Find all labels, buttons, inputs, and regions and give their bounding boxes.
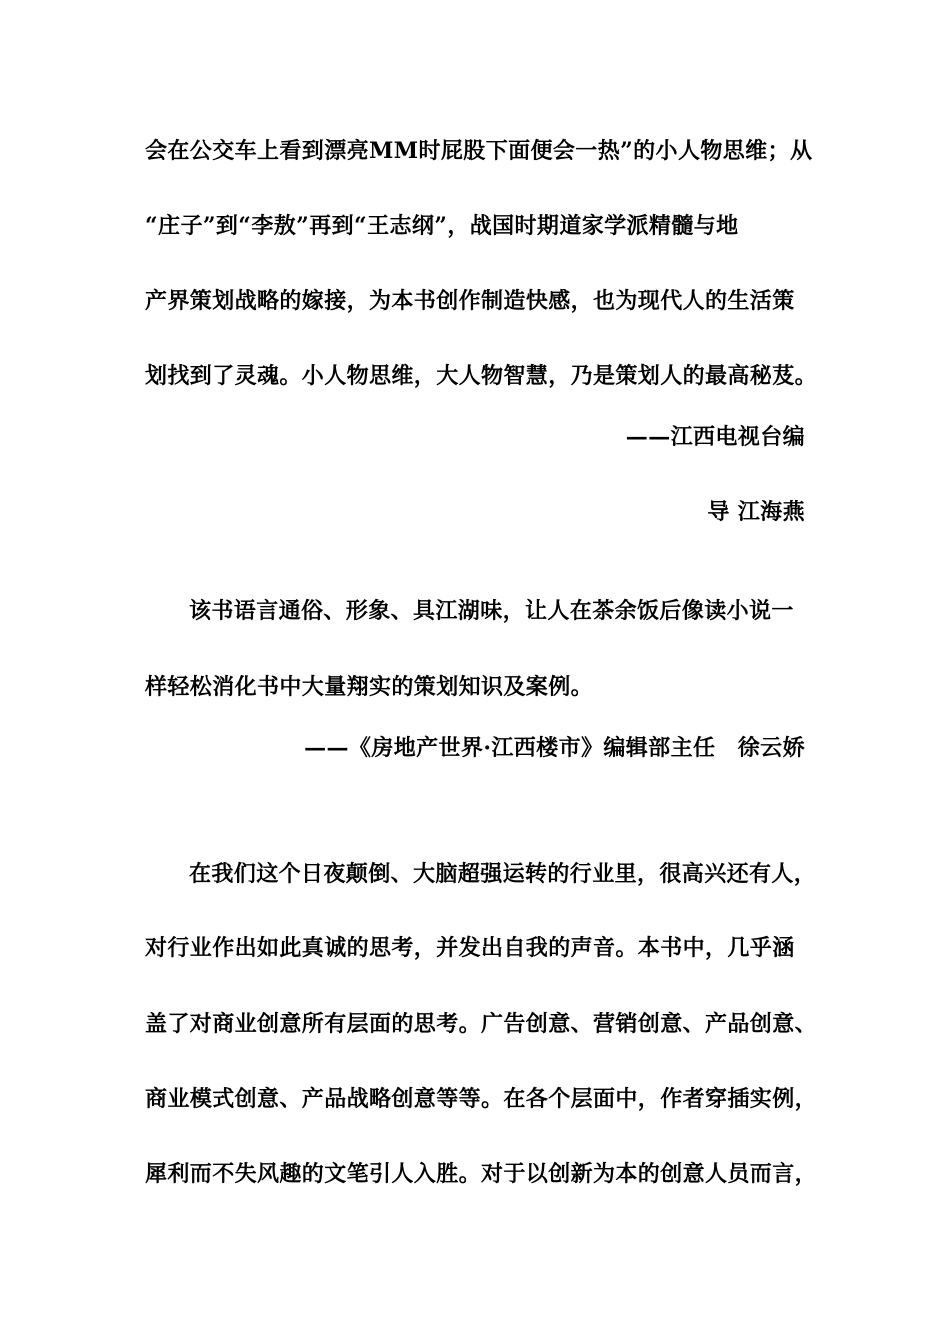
paragraph-line: 产界策划战略的嫁接，为本书创作制造快感，也为现代人的生活策	[145, 288, 795, 314]
paragraph-line: 划找到了灵魂。小人物思维，大人物智慧，乃是策划人的最高秘芨。	[145, 363, 818, 389]
paragraph-line: 盖了对商业创意所有层面的思考。广告创意、营销创意、产品创意、	[145, 1011, 818, 1037]
paragraph-line: 商业模式创意、产品战略创意等等。在各个层面中，作者穿插实例，	[145, 1086, 818, 1112]
paragraph-line: 会在公交车上看到漂亮MM时屁股下面便会一热”的小人物思维；从	[145, 138, 813, 164]
paragraph-line: 样轻松消化书中大量翔实的策划知识及案例。	[145, 674, 594, 700]
attribution-line: ——《房地产世界·江西楼市》编辑部主任 徐云娇	[304, 735, 805, 761]
paragraph-line: 犀利而不失风趣的文笔引人入胜。对于以创新为本的创意人员而言，	[145, 1161, 818, 1187]
paragraph-line: 对行业作出如此真诚的思考，并发出自我的声音。本书中，几乎涵	[145, 935, 795, 961]
attribution-line: ——江西电视台编	[625, 424, 805, 450]
paragraph-line: 该书语言通俗、形象、具江湖味，让人在茶余饭后像读小说一	[189, 598, 794, 624]
paragraph-line: 在我们这个日夜颠倒、大脑超强运转的行业里，很高兴还有人，	[189, 861, 817, 887]
paragraph-line: “庄子”到“李敖”再到“王志纲”，战国时期道家学派精髓与地	[145, 213, 739, 239]
attribution-line: 导 江海燕	[707, 499, 805, 525]
